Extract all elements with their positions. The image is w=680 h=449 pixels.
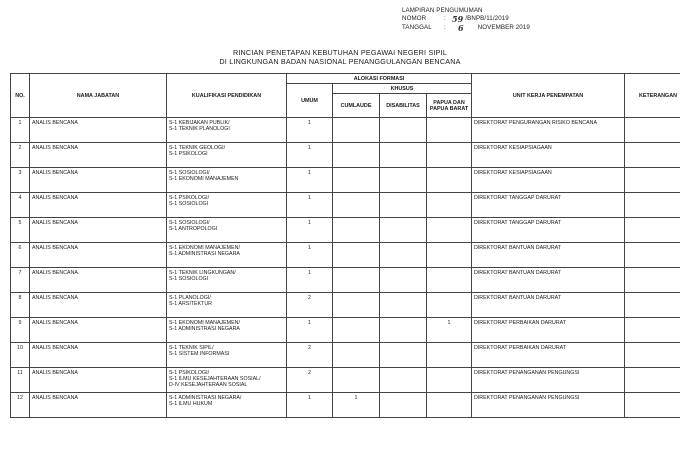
cell-disabilitas — [380, 293, 427, 318]
kualifikasi-line: S-1 SOSIOLOGI/ — [169, 220, 210, 226]
cell-kualifikasi — [167, 168, 287, 193]
header-no: NO. — [11, 74, 30, 118]
cell-unit-kerja: DIREKTORAT PERBAIKAN DARURAT — [472, 343, 625, 368]
cell-papua — [427, 118, 472, 143]
cell-jabatan: ANALIS BENCANA — [30, 243, 167, 268]
table-row — [11, 343, 680, 368]
cell-keterangan — [625, 393, 680, 418]
kualifikasi-line: S-1 ADMINISTRASI NEGARA — [169, 326, 240, 332]
cell-kualifikasi — [167, 218, 287, 243]
cell-umum: 1 — [287, 118, 333, 143]
table-row — [11, 193, 680, 218]
kualifikasi-line: S-1 PSIKOLOGI/ — [169, 370, 210, 376]
document-title-line1: RINCIAN PENETAPAN KEBUTUHAN PEGAWAI NEGERI SIPIL — [232, 48, 448, 57]
cell-jabatan: ANALIS BENCANA — [30, 143, 167, 168]
kualifikasi-line: S-1 KEBIJAKAN PUBLIK/ — [169, 120, 230, 126]
header-umum: UMUM — [287, 84, 333, 118]
table-row — [11, 143, 680, 168]
tanggal-colon: : — [444, 23, 446, 31]
cell-no: 6 — [11, 243, 30, 268]
cell-kualifikasi — [167, 293, 287, 318]
cell-kualifikasi — [167, 243, 287, 268]
cell-unit-kerja: DIREKTORAT BANTUAN DARURAT — [472, 293, 625, 318]
cell-no: 1 — [11, 118, 30, 143]
kualifikasi-line: S-1 EKONOMI MANAJEMEN/ — [169, 245, 240, 251]
table-row — [11, 218, 680, 243]
cell-disabilitas — [380, 268, 427, 293]
cell-keterangan — [625, 168, 680, 193]
header-khusus: KHUSUS — [333, 84, 472, 94]
cell-disabilitas — [380, 118, 427, 143]
header-papua: PAPUA DAN PAPUA BARAT — [427, 94, 472, 118]
cell-papua — [427, 193, 472, 218]
cell-umum: 2 — [287, 368, 333, 393]
cell-papua — [427, 393, 472, 418]
cell-umum: 1 — [287, 143, 333, 168]
cell-keterangan — [625, 368, 680, 393]
table-body — [11, 118, 680, 418]
kualifikasi-line: D-IV KESEJAHTERAAN SOSIAL — [169, 382, 248, 388]
cell-umum: 1 — [287, 193, 333, 218]
document-title-line2: DI LINGKUNGAN BADAN NASIONAL PENANGGULANGAN BENCANA — [219, 57, 461, 66]
cell-jabatan: ANALIS BENCANA — [30, 118, 167, 143]
header-alokasi-formasi: ALOKASI FORMASI — [287, 74, 472, 84]
table-row — [11, 318, 680, 343]
kualifikasi-line: S-1 PLANOLOGI/ — [169, 295, 211, 301]
cell-papua — [427, 293, 472, 318]
cell-unit-kerja: DIREKTORAT KESIAPSIAGAAN — [472, 143, 625, 168]
cell-kualifikasi — [167, 118, 287, 143]
cell-disabilitas — [380, 168, 427, 193]
cell-umum: 1 — [287, 218, 333, 243]
kualifikasi-line: S-1 EKONOMI MANAJEMEN — [169, 176, 239, 182]
cell-unit-kerja: DIREKTORAT KESIAPSIAGAAN — [472, 168, 625, 193]
kualifikasi-line: S-1 ADMINISTRASI NEGARA/ — [169, 395, 242, 401]
cell-unit-kerja: DIREKTORAT PERBAIKAN DARURAT — [472, 318, 625, 343]
cell-keterangan — [625, 268, 680, 293]
cell-cumlaude — [333, 343, 380, 368]
cell-cumlaude — [333, 243, 380, 268]
table-row — [11, 393, 680, 418]
cell-disabilitas — [380, 193, 427, 218]
cell-jabatan: ANALIS BENCANA — [30, 368, 167, 393]
cell-disabilitas — [380, 318, 427, 343]
cell-cumlaude — [333, 368, 380, 393]
formasi-table — [10, 73, 680, 418]
cell-kualifikasi — [167, 368, 287, 393]
header-nama-jabatan: NAMA JABATAN — [30, 74, 167, 118]
cell-papua — [427, 168, 472, 193]
kualifikasi-line: S-1 ILMU KESEJAHTERAAN SOSIAL/ — [169, 376, 261, 382]
nomor-handwritten: 59 — [452, 14, 464, 25]
nomor-label: NOMOR — [402, 15, 427, 23]
header-keterangan: KETERANGAN — [625, 74, 680, 118]
kualifikasi-line: S-1 SOSIOLOGI — [169, 276, 209, 282]
cell-unit-kerja: DIREKTORAT PENANGANAN PENGUNGSI — [472, 368, 625, 393]
lampiran-header — [402, 7, 530, 32]
cell-umum: 1 — [287, 243, 333, 268]
cell-jabatan: ANALIS BENCANA — [30, 168, 167, 193]
cell-no: 3 — [11, 168, 30, 193]
cell-jabatan: ANALIS BENCANA — [30, 343, 167, 368]
cell-jabatan: ANALIS BENCANA — [30, 293, 167, 318]
kualifikasi-line: S-1 ANTROPOLOGI — [169, 226, 218, 232]
cell-cumlaude — [333, 118, 380, 143]
cell-papua — [427, 368, 472, 393]
kualifikasi-line: S-1 SISTEM INFORMASI — [169, 351, 230, 357]
tanggal-row — [402, 24, 530, 32]
cell-disabilitas — [380, 343, 427, 368]
cell-disabilitas — [380, 218, 427, 243]
cell-disabilitas — [380, 143, 427, 168]
kualifikasi-line: S-1 SOSIOLOGI/ — [169, 170, 210, 176]
table-row — [11, 168, 680, 193]
cell-keterangan — [625, 293, 680, 318]
kualifikasi-line: S-1 TEKNIK SIPIL/ — [169, 345, 214, 351]
cell-no: 10 — [11, 343, 30, 368]
table-row — [11, 118, 680, 143]
cell-papua — [427, 218, 472, 243]
cell-umum: 2 — [287, 343, 333, 368]
cell-umum: 1 — [287, 268, 333, 293]
cell-no: 9 — [11, 318, 30, 343]
cell-papua — [427, 343, 472, 368]
cell-papua — [427, 243, 472, 268]
kualifikasi-line: S-1 SOSIOLOGI — [169, 201, 209, 207]
tanggal-handwritten: 6 — [458, 22, 464, 33]
kualifikasi-line: S-1 PSIKOLOGI/ — [169, 195, 210, 201]
nomor-row — [402, 15, 530, 23]
kualifikasi-line: S-1 ILMU HUKUM — [169, 401, 213, 407]
cell-cumlaude — [333, 193, 380, 218]
table-row — [11, 293, 680, 318]
cell-cumlaude: 1 — [333, 393, 380, 418]
cell-keterangan — [625, 243, 680, 268]
cell-jabatan: ANALIS BENCANA — [30, 318, 167, 343]
kualifikasi-line: S-1 TEKNIK GEOLOGI/ — [169, 145, 226, 151]
cell-cumlaude — [333, 268, 380, 293]
kualifikasi-line: S-1 TEKNIK LINGKUNGAN/ — [169, 270, 236, 276]
kualifikasi-line: S-1 ADMINISTRASI NEGARA — [169, 251, 240, 257]
cell-keterangan — [625, 118, 680, 143]
cell-unit-kerja: DIREKTORAT PENANGANAN PENGUNGSI — [472, 393, 625, 418]
cell-kualifikasi — [167, 343, 287, 368]
tanggal-value: NOVEMBER 2019 — [477, 23, 530, 31]
kualifikasi-line: S-1 ARSITEKTUR — [169, 301, 212, 307]
cell-no: 2 — [11, 143, 30, 168]
cell-no: 11 — [11, 368, 30, 393]
nomor-colon: : — [444, 15, 446, 23]
cell-no: 12 — [11, 393, 30, 418]
cell-cumlaude — [333, 293, 380, 318]
header-cumlaude: CUMLAUDE — [333, 94, 380, 118]
cell-kualifikasi — [167, 143, 287, 168]
cell-unit-kerja: DIREKTORAT BANTUAN DARURAT — [472, 243, 625, 268]
cell-no: 8 — [11, 293, 30, 318]
kualifikasi-line: S-1 EKONOMI MANAJEMEN/ — [169, 320, 240, 326]
cell-disabilitas — [380, 393, 427, 418]
cell-unit-kerja: DIREKTORAT BANTUAN DARURAT — [472, 268, 625, 293]
cell-keterangan — [625, 193, 680, 218]
cell-papua — [427, 268, 472, 293]
cell-cumlaude — [333, 168, 380, 193]
cell-keterangan — [625, 218, 680, 243]
cell-disabilitas — [380, 243, 427, 268]
cell-keterangan — [625, 343, 680, 368]
cell-disabilitas — [380, 368, 427, 393]
cell-jabatan: ANALIS BENCANA — [30, 268, 167, 293]
cell-jabatan: ANALIS BENCANA — [30, 193, 167, 218]
cell-no: 4 — [11, 193, 30, 218]
cell-no: 7 — [11, 268, 30, 293]
tanggal-label: TANGGAL — [402, 23, 432, 31]
cell-cumlaude — [333, 318, 380, 343]
cell-jabatan: ANALIS BENCANA — [30, 393, 167, 418]
cell-kualifikasi — [167, 268, 287, 293]
cell-kualifikasi — [167, 193, 287, 218]
cell-jabatan: ANALIS BENCANA — [30, 218, 167, 243]
header-disabilitas: DISABILITAS — [380, 94, 427, 118]
kualifikasi-line: S-1 TEKNIK PLANOLOGI — [169, 126, 230, 132]
table-row — [11, 268, 680, 293]
header-kualifikasi: KUALIFIKASI PENDIDIKAN — [167, 74, 287, 118]
table-row — [11, 243, 680, 268]
header-unit-kerja: UNIT KERJA PENEMPATAN — [472, 74, 625, 118]
lampiran-title: LAMPIRAN PENGUMUMAN — [402, 7, 483, 14]
cell-umum: 1 — [287, 393, 333, 418]
cell-no: 5 — [11, 218, 30, 243]
cell-umum: 2 — [287, 293, 333, 318]
cell-keterangan — [625, 143, 680, 168]
cell-unit-kerja: DIREKTORAT TANGGAP DARURAT — [472, 193, 625, 218]
cell-cumlaude — [333, 218, 380, 243]
cell-unit-kerja: DIREKTORAT PENGURANGAN RISIKO BENCANA — [472, 118, 625, 143]
cell-keterangan — [625, 318, 680, 343]
cell-kualifikasi — [167, 393, 287, 418]
cell-umum: 1 — [287, 318, 333, 343]
cell-papua: 1 — [427, 318, 472, 343]
table-row — [11, 368, 680, 393]
cell-kualifikasi — [167, 318, 287, 343]
cell-cumlaude — [333, 143, 380, 168]
cell-umum: 1 — [287, 168, 333, 193]
nomor-value: /BNPB/11/2019 — [465, 15, 509, 23]
cell-unit-kerja: DIREKTORAT TANGGAP DARURAT — [472, 218, 625, 243]
kualifikasi-line: S-1 PSIKOLOGI — [169, 151, 208, 157]
cell-papua — [427, 143, 472, 168]
